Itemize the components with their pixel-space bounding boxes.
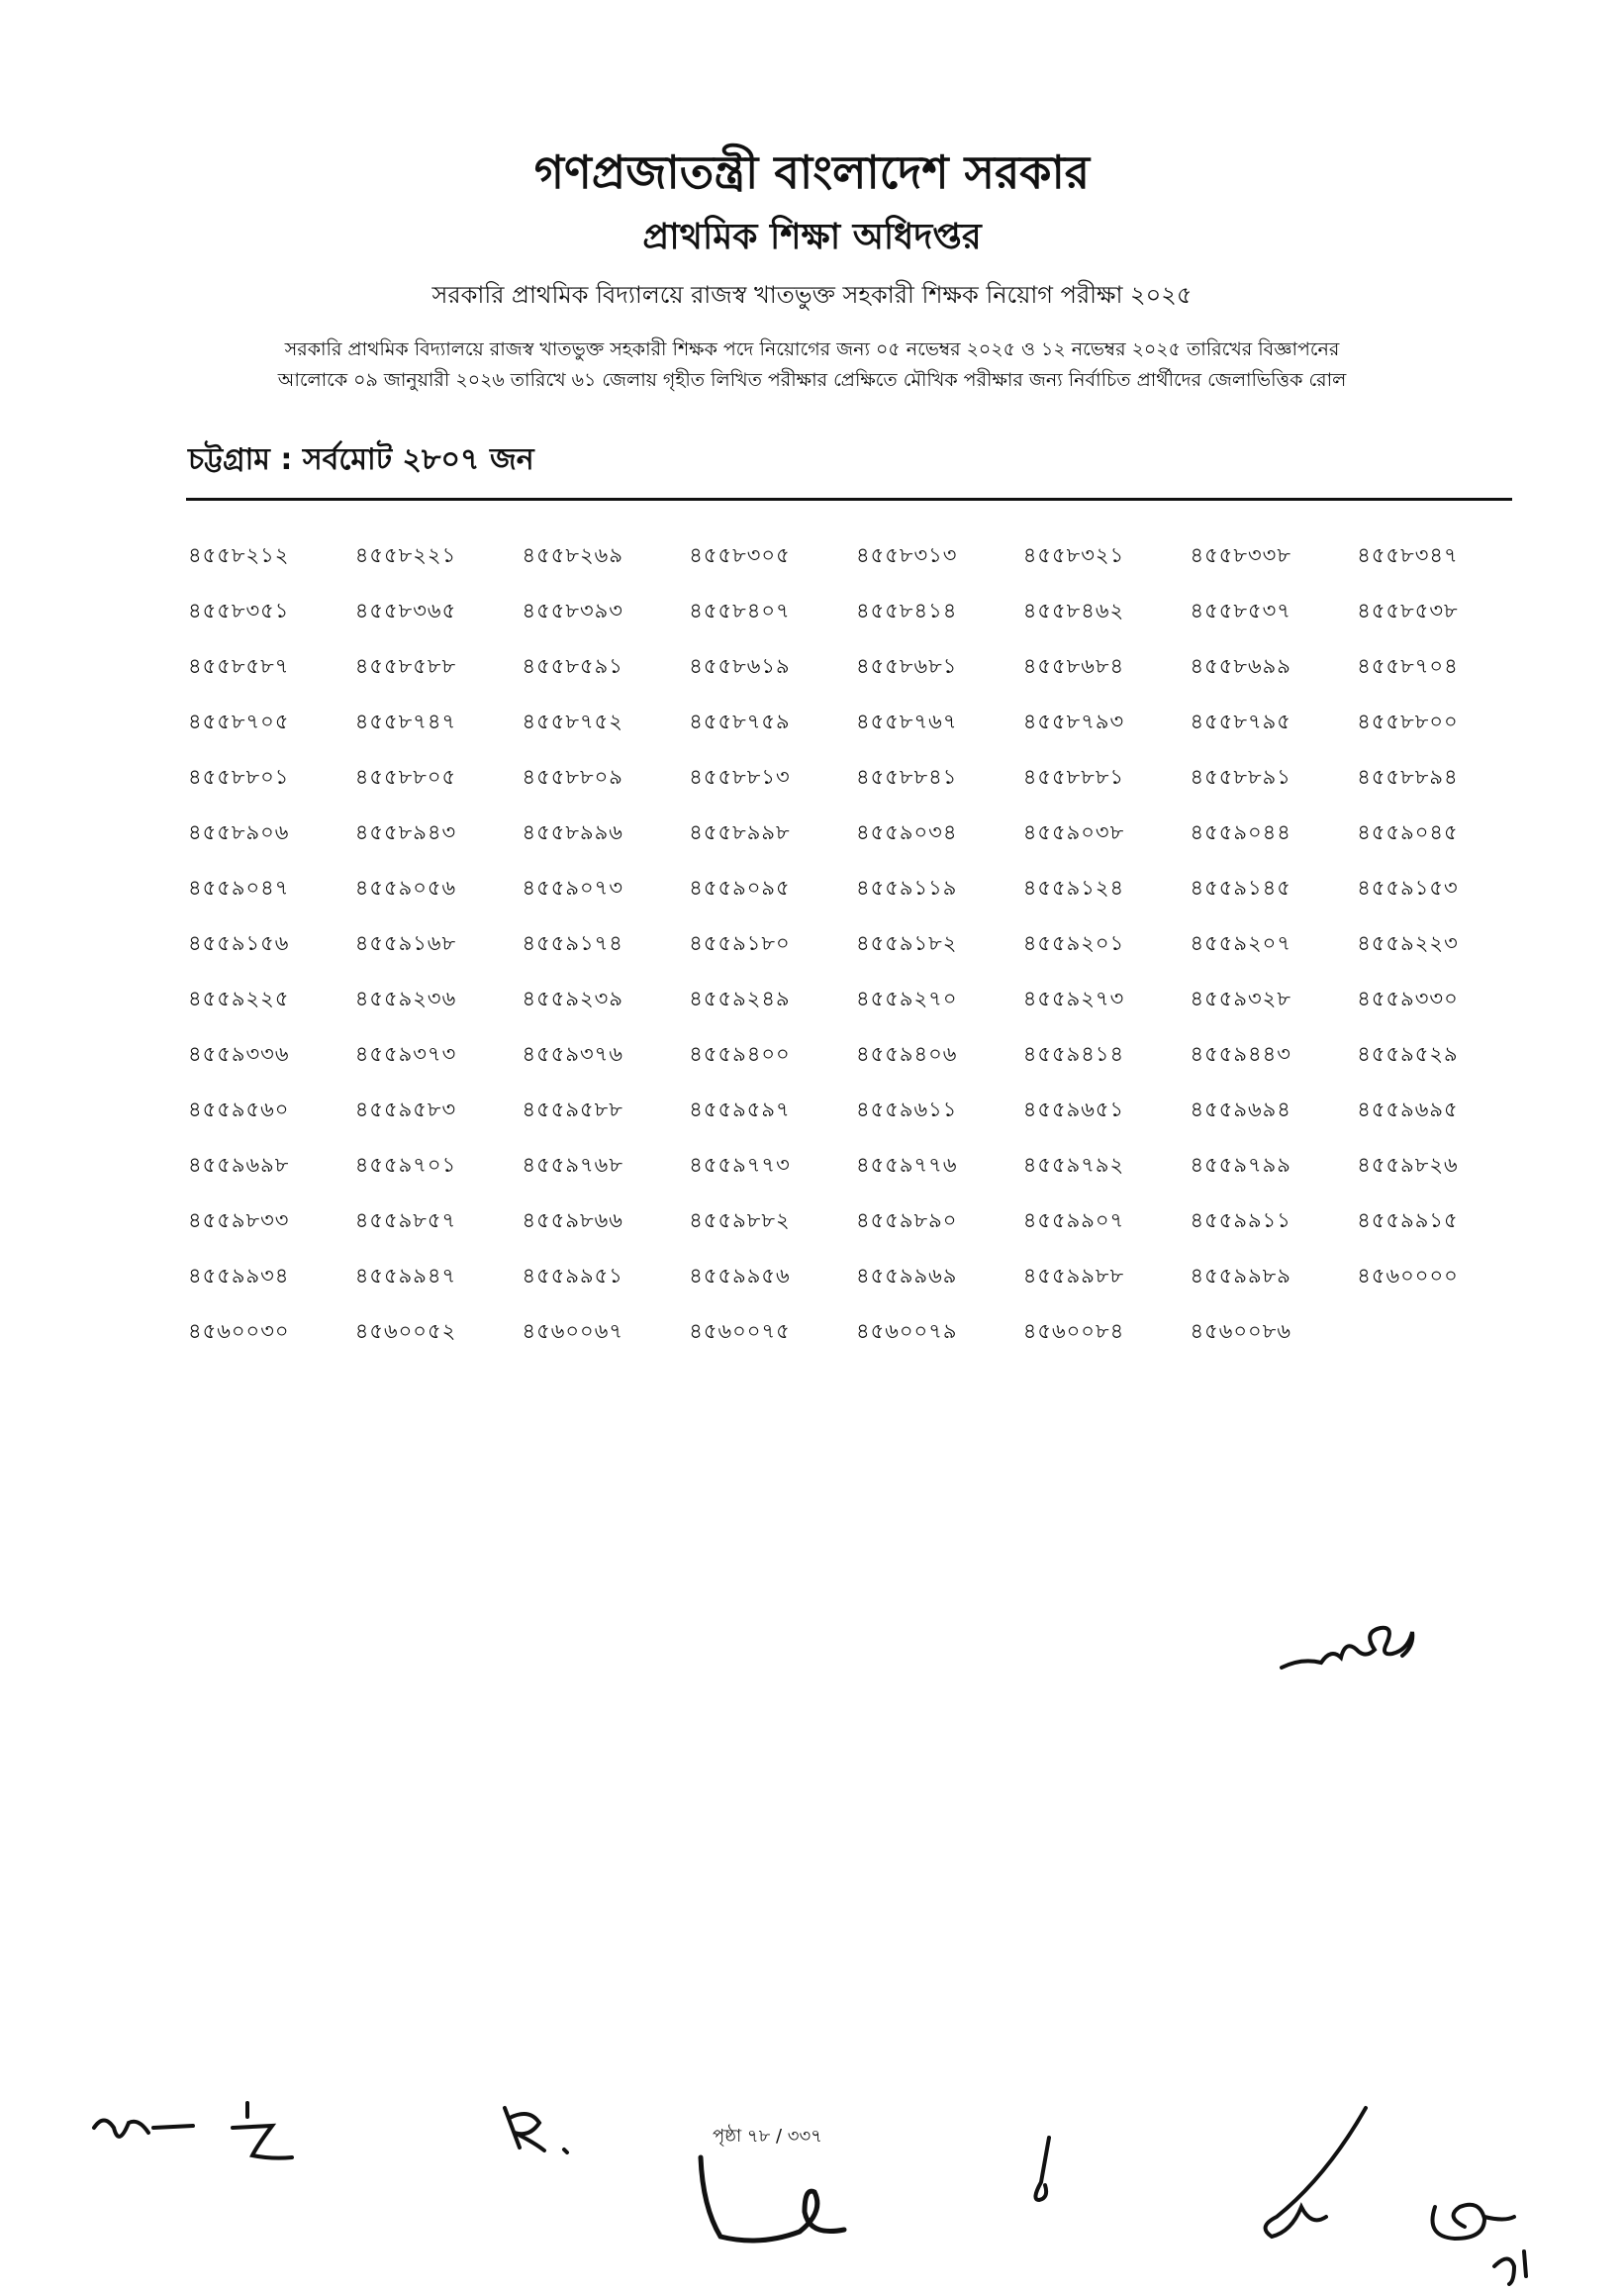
roll-number: ৪৫৫৯৮৯০ — [856, 1208, 958, 1232]
roll-number: ৪৫৬০০০০ — [1357, 1264, 1459, 1288]
roll-number: ৪৫৫৯৪০৬ — [856, 1042, 958, 1066]
roll-number: ৪৫৫৯৯৫৬ — [689, 1264, 791, 1288]
roll-number: ৪৫৫৯৬৫১ — [1022, 1098, 1125, 1121]
roll-number: ৪৫৫৯৩৩০ — [1357, 987, 1459, 1010]
roll-number: ৪৫৫৯৩৭৬ — [522, 1042, 623, 1066]
roll-number-grid — [188, 539, 1524, 1371]
roll-number: ৪৫৫৯২৭৩ — [1022, 987, 1125, 1010]
roll-number: ৪৫৫৯৯৮৯ — [1190, 1264, 1291, 1288]
roll-number: ৪৫৫৯৯৬৯ — [856, 1264, 958, 1288]
roll-number: ৪৫৫৯৯৩৪ — [188, 1264, 290, 1288]
roll-number: ৪৫৫৮৫৯১ — [522, 654, 623, 678]
roll-number: ৪৫৫৮৭৫২ — [522, 710, 623, 733]
roll-number: ৪৫৫৮৮১৩ — [689, 765, 791, 789]
roll-number: ৪৫৫৯৫৮৩ — [354, 1098, 457, 1121]
roll-number: ৪৫৫৮২২১ — [354, 543, 457, 567]
roll-number: ৪৫৫৯২৩৯ — [522, 987, 623, 1010]
roll-number: ৪৫৫৮৯০৬ — [188, 820, 290, 844]
roll-number: ৪৫৫৮৬৮৪ — [1022, 654, 1125, 678]
roll-number: ৪৫৫৯৮৮২ — [689, 1208, 791, 1232]
roll-number: ৪৫৫৮৪০৭ — [689, 599, 791, 622]
roll-number: ৪৫৫৯৮২৬ — [1357, 1153, 1459, 1177]
roll-number: ৪৫৫৯০৭৩ — [522, 876, 623, 900]
roll-number: ৪৫৫৯০৯৫ — [689, 876, 791, 900]
roll-number: ৪৫৫৯৭৭৬ — [856, 1153, 958, 1177]
roll-number: ৪৫৫৮৮০৯ — [522, 765, 623, 789]
roll-number: ৪৫৫৮৩০৫ — [689, 543, 791, 567]
roll-number: ৪৫৫৯২২৫ — [188, 987, 290, 1010]
roll-number: ৪৫৫৯৮৩৩ — [188, 1208, 290, 1232]
roll-number: ৪৫৫৯৯০৭ — [1022, 1208, 1125, 1232]
roll-number: ৪৫৫৮৬১৯ — [689, 654, 791, 678]
roll-number: ৪৫৫৮৫৩৭ — [1190, 599, 1291, 622]
roll-number: ৪৫৫৯১২৪ — [1022, 876, 1125, 900]
roll-number: ৪৫৫৯৭৭৩ — [689, 1153, 791, 1177]
roll-number: ৪৫৫৮৩৩৮ — [1190, 543, 1291, 567]
signature-left-1 — [84, 2088, 341, 2177]
roll-number: ৪৫৫৮৬৮১ — [856, 654, 958, 678]
roll-number: ৪৫৫৮৮০১ — [188, 765, 290, 789]
roll-number: ৪৫৫৯০৪৭ — [188, 876, 290, 900]
roll-number: ৪৫৫৯৫৬০ — [188, 1098, 290, 1121]
roll-number: ৪৫৫৮৭৯৫ — [1190, 710, 1291, 733]
roll-number: ৪৫৫৮২১২ — [188, 543, 290, 567]
roll-number: ৪৫৫৯২০১ — [1022, 931, 1125, 955]
roll-number: ৪৫৫৯৭৯৯ — [1190, 1153, 1291, 1177]
roll-number: ৪৫৫৮৫৮৭ — [188, 654, 290, 678]
notice-line-2: আলোকে ০৯ জানুয়ারী ২০২৬ তারিখে ৬১ জেলায় গৃহীত লিখিত পরীক্ষার প্রেক্ষিতে মৌখিক পরীক্ষার জন্য নির্বাচিত প্রার্থীদের জেলাভিত্তিক রোল — [277, 369, 1347, 391]
notice-line-1: সরকারি প্রাথমিক বিদ্যালয়ে রাজস্ব খাতভুক্ত সহকারী শিক্ষক পদে নিয়োগের জন্য ০৫ নভেম্বর ২০২৫ ও ১২ নভেম্বর ২০২৫ তারিখের বিজ্ঞাপনের — [284, 338, 1340, 360]
roll-number: ৪৫৫৯৭৯২ — [1022, 1153, 1125, 1177]
roll-number: ৪৫৫৮৮০৫ — [354, 765, 457, 789]
roll-number: ৪৫৫৮২৬৯ — [522, 543, 623, 567]
roll-number: ৪৫৬০০৭৯ — [856, 1319, 958, 1343]
roll-number: ৪৫৫৯৫৯৭ — [689, 1098, 791, 1121]
roll-number: ৪৫৫৮৩৬৫ — [354, 599, 457, 622]
roll-number: ৪৫৫৯৯৫১ — [522, 1264, 623, 1288]
roll-number: ৪৫৫৯১৫৬ — [188, 931, 290, 955]
roll-number: ৪৫৫৯২২৩ — [1357, 931, 1459, 955]
roll-number: ৪৫৫৯৬৯৮ — [188, 1153, 290, 1177]
roll-number: ৪৫৫৮৭৯৩ — [1022, 710, 1125, 733]
roll-number: ৪৫৫৯৫২৯ — [1357, 1042, 1459, 1066]
government-title: গণপ্রজাতন্ত্রী বাংলাদেশ সরকার — [533, 145, 1091, 199]
roll-number: ৪৫৫৯২৭০ — [856, 987, 958, 1010]
roll-number: ৪৫৫৯১৪৫ — [1190, 876, 1291, 900]
roll-number: ৪৫৬০০৮৬ — [1190, 1319, 1291, 1343]
roll-number: ৪৫৫৮৫৩৮ — [1357, 599, 1459, 622]
roll-number: ৪৫৫৯১১৯ — [856, 876, 958, 900]
roll-number: ৪৫৫৯৭৬৮ — [522, 1153, 623, 1177]
roll-number: ৪৫৫৯৯১৫ — [1357, 1208, 1459, 1232]
department-title: প্রাথমিক শিক্ষা অধিদপ্তর — [642, 217, 982, 257]
roll-number: ৪৫৫৯৯১১ — [1190, 1208, 1291, 1232]
roll-number: ৪৫৫৯৪০০ — [689, 1042, 791, 1066]
roll-number: ৪৫৫৯০৪৪ — [1190, 820, 1291, 844]
roll-number: ৪৫৫৮৪১৪ — [856, 599, 958, 622]
roll-number: ৪৫৫৯৫৮৮ — [522, 1098, 623, 1121]
roll-number: ৪৫৫৮৩২১ — [1022, 543, 1125, 567]
roll-number: ৪৫৫৯২৪৯ — [689, 987, 791, 1010]
roll-number: ৪৫৫৮৭৬৭ — [856, 710, 958, 733]
roll-number: ৪৫৫৮৭৫৯ — [689, 710, 791, 733]
roll-number: ৪৫৫৯৪৪৩ — [1190, 1042, 1291, 1066]
roll-number: ৪৫৫৯৩৩৬ — [188, 1042, 290, 1066]
signature-right-1 — [1014, 2133, 1074, 2212]
roll-number: ৪৫৫৯৬৯৫ — [1357, 1098, 1459, 1121]
roll-number: ৪৫৫৯১৬৮ — [354, 931, 457, 955]
roll-number: ৪৫৫৯৭০১ — [354, 1153, 457, 1177]
roll-number: ৪৫৫৮৯৯৮ — [689, 820, 791, 844]
roll-number: ৪৫৫৯৩৭৩ — [354, 1042, 457, 1066]
roll-number: ৪৫৬০০৫২ — [354, 1319, 457, 1343]
roll-number: ৪৫৫৮৪৬২ — [1022, 599, 1125, 622]
roll-number: ৪৫৫৯১৫৩ — [1357, 876, 1459, 900]
roll-number: ৪৫৫৮৮০০ — [1357, 710, 1459, 733]
roll-number: ৪৫৫৮৩৫১ — [188, 599, 290, 622]
roll-number: ৪৫৫৯৯৮৮ — [1022, 1264, 1125, 1288]
roll-number: ৪৫৫৮৭০৪ — [1357, 654, 1459, 678]
exam-title: সরকারি প্রাথমিক বিদ্যালয়ে রাজস্ব খাতভুক্ত সহকারী শিক্ষক নিয়োগ পরীক্ষা ২০২৫ — [431, 281, 1193, 309]
roll-number: ৪৫৫৮৯৪৩ — [354, 820, 457, 844]
roll-number: ৪৫৫৯৬৯৪ — [1190, 1098, 1291, 1121]
roll-number: ৪৫৫৮৫৮৮ — [354, 654, 457, 678]
roll-number: ৪৫৫৯০৩৮ — [1022, 820, 1125, 844]
signature-left-2 — [495, 2098, 584, 2167]
roll-number: ৪৫৫৯১৮২ — [856, 931, 958, 955]
roll-number: ৪৫৫৯৮৬৬ — [522, 1208, 623, 1232]
roll-number: ৪৫৬০০৭৫ — [689, 1319, 791, 1343]
roll-number: ৪৫৫৮৯৯৬ — [522, 820, 623, 844]
roll-number: ৪৫৫৯২৩৬ — [354, 987, 457, 1010]
roll-number: ৪৫৫৯১৭৪ — [522, 931, 623, 955]
roll-number: ৪৫৬০০৩০ — [188, 1319, 290, 1343]
roll-number: ৪৫৫৯০৪৫ — [1357, 820, 1459, 844]
roll-number: ৪৫৫৯৪১৪ — [1022, 1042, 1125, 1066]
signature-right-upper — [1277, 1603, 1465, 1692]
notice-text — [188, 334, 1436, 396]
roll-number: ৪৫৫৮৮৪১ — [856, 765, 958, 789]
roll-number: ৪৫৫৯৮৫৭ — [354, 1208, 457, 1232]
roll-number: ৪৫৫৮৩৪৭ — [1357, 543, 1459, 567]
roll-number: ৪৫৫৮৩১৩ — [856, 543, 958, 567]
roll-number: ৪৫৫৯১৮০ — [689, 931, 791, 955]
roll-number: ৪৫৫৯০৫৬ — [354, 876, 457, 900]
roll-number: ৪৫৬০০৮৪ — [1022, 1319, 1125, 1343]
roll-number: ৪৫৫৯৩২৮ — [1190, 987, 1291, 1010]
roll-number: ৪৫৫৮৮৮১ — [1022, 765, 1125, 789]
roll-number: ৪৫৫৮৮৯১ — [1190, 765, 1291, 789]
signature-right-2 — [1247, 2098, 1574, 2286]
roll-number: ৪৫৫৯৬১১ — [856, 1098, 958, 1121]
section-divider — [186, 498, 1512, 501]
roll-number: ৪৫৫৯৯৪৭ — [354, 1264, 457, 1288]
signature-center — [693, 2143, 891, 2251]
roll-number: ৪৫৫৮৭৪৭ — [354, 710, 457, 733]
district-heading: চট্টগ্রাম : সর্বমোট ২৮০৭ জন — [188, 442, 534, 477]
roll-number: ৪৫৫৮৭০৫ — [188, 710, 290, 733]
roll-number: ৪৫৫৯২০৭ — [1190, 931, 1291, 955]
roll-number: ৪৫৫৯০৩৪ — [856, 820, 958, 844]
roll-number: ৪৫৬০০৬৭ — [522, 1319, 624, 1343]
roll-number: ৪৫৫৮৩৯৩ — [522, 599, 623, 622]
roll-number: ৪৫৫৮৮৯৪ — [1357, 765, 1459, 789]
page-number: পৃষ্ঠা ৭৮ / ৩৩৭ — [713, 2126, 822, 2147]
roll-number: ৪৫৫৮৬৯৯ — [1190, 654, 1291, 678]
